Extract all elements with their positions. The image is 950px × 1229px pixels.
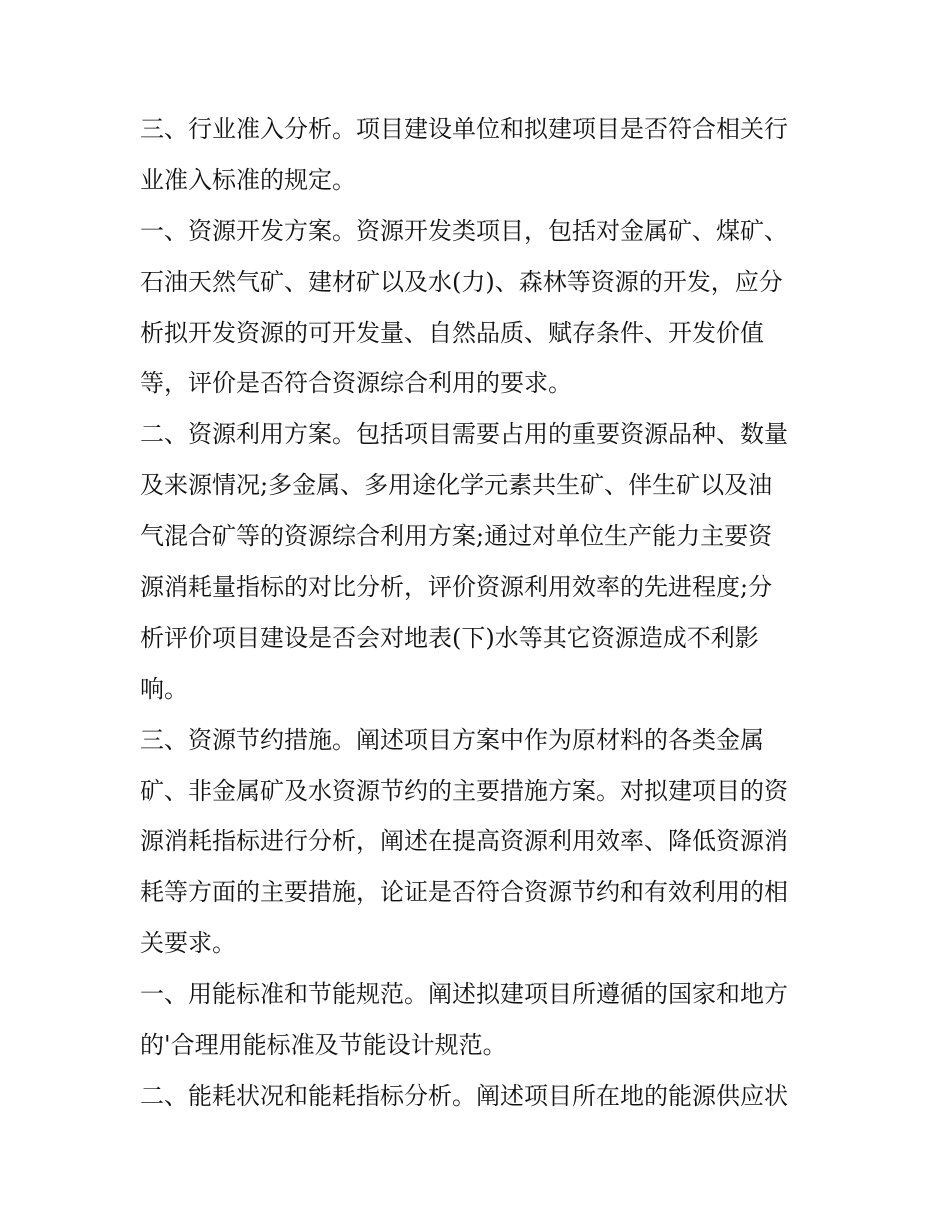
text-line: 石油天然气矿、建材矿以及水(力)、森林等资源的开发，应分 bbox=[140, 267, 783, 296]
text-line: 析评价项目建设是否会对地表(下)水等其它资源造成不利影 bbox=[140, 623, 759, 652]
text-line: 业准入标准的规定。 bbox=[140, 165, 356, 194]
text-line: 析拟开发资源的可开发量、自然品质、赋存条件、开发价值 bbox=[140, 318, 764, 347]
text-line: 响。 bbox=[140, 674, 188, 703]
text-line: 矿、非金属矿及水资源节约的主要措施方案。对拟建项目的资 bbox=[140, 776, 788, 805]
text-line: 耗等方面的主要措施，论证是否符合资源节约和有效利用的相 bbox=[140, 878, 788, 907]
text-line: 关要求。 bbox=[140, 929, 236, 958]
text-line: 一、用能标准和节能规范。阐述拟建项目所遵循的国家和地方 bbox=[140, 980, 788, 1009]
text-line: 一、资源开发方案。资源开发类项目，包括对金属矿、煤矿、 bbox=[140, 216, 788, 245]
text-line: 气混合矿等的资源综合利用方案;通过对单位生产能力主要资 bbox=[140, 522, 773, 551]
text-line: 三、资源节约措施。阐述项目方案中作为原材料的各类金属 bbox=[140, 725, 764, 754]
text-line: 源消耗指标进行分析，阐述在提高资源利用效率、降低资源消 bbox=[140, 827, 788, 856]
text-line: 及来源情况;多金属、多用途化学元素共生矿、伴生矿以及油 bbox=[140, 471, 773, 500]
text-line: 等，评价是否符合资源综合利用的要求。 bbox=[140, 369, 572, 398]
text-line: 的'合理用能标准及节能设计规范。 bbox=[140, 1031, 507, 1060]
text-line: 源消耗量指标的对比分析，评价资源利用效率的先进程度;分 bbox=[140, 573, 773, 602]
text-line: 二、资源利用方案。包括项目需要占用的重要资源品种、数量 bbox=[140, 420, 788, 449]
document-body bbox=[140, 104, 815, 1122]
text-line: 三、行业准入分析。项目建设单位和拟建项目是否符合相关行 bbox=[140, 115, 788, 143]
text-line: 二、能耗状况和能耗指标分析。阐述项目所在地的能源供应状 bbox=[140, 1081, 788, 1110]
